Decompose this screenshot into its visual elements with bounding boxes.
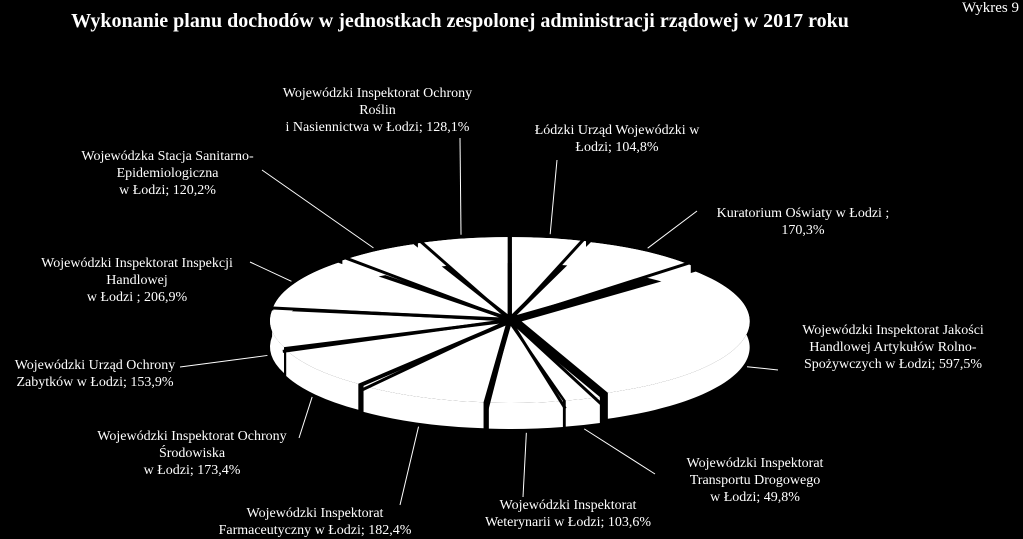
figure-tag: Wykres 9 — [962, 0, 1019, 16]
slice-label: Łódzki Urząd Wojewódzki w Łodzi; 104,8% — [534, 123, 700, 155]
pie-slice-side — [566, 397, 600, 427]
leader-line — [262, 170, 373, 248]
slice-label: Wojewódzki Inspektorat Weterynarii w Łodzi; 103,6% — [484, 498, 652, 530]
slice-label: Wojewódzka Stacja Sanitarno- Epidemiologiczna w Łodzi; 120,2% — [81, 149, 254, 198]
leader-line — [550, 160, 557, 234]
chart-title: Wykonanie planu dochodów w jednostkach zespolonej administracji rządowej w 2017 roku — [71, 10, 849, 32]
slice-label: Wojewódzki Urząd Ochrony Zabytków w Łodzi; 153,9% — [14, 358, 176, 390]
pie-slice-side — [489, 401, 563, 429]
slice-label: Wojewódzki Inspektorat Farmaceutyczny w Łodzi; 182,4% — [218, 506, 412, 538]
leader-line — [584, 429, 655, 474]
slice-label: Wojewódzki Inspektorat Ochrony Środowiska w Łodzi; 173,4% — [97, 429, 287, 478]
slice-label: Wojewódzki Inspektorat Transportu Drogowego w Łodzi; 49,8% — [686, 456, 824, 505]
leader-line — [250, 262, 291, 281]
slice-label: Wojewódzki Inspektorat Jakości Handlowej Artykułów Rolno- Spożywczych w Łodzi; 597,5% — [802, 323, 984, 372]
leader-line — [460, 138, 461, 235]
leader-line — [523, 433, 526, 497]
slice-label: Kuratorium Oświaty w Łodzi ; 170,3% — [716, 206, 890, 238]
slice-label: Wojewódzki Inspektorat Inspekcji Handlowej w Łodzi ; 206,9% — [41, 256, 233, 305]
leader-line — [400, 427, 419, 505]
leader-line — [747, 367, 778, 370]
leader-line — [648, 211, 697, 248]
slice-label: Wojewódzki Inspektorat Ochrony Roślin i Nasiennictwa w Łodzi; 128,1% — [282, 86, 473, 135]
leader-line — [180, 355, 267, 367]
